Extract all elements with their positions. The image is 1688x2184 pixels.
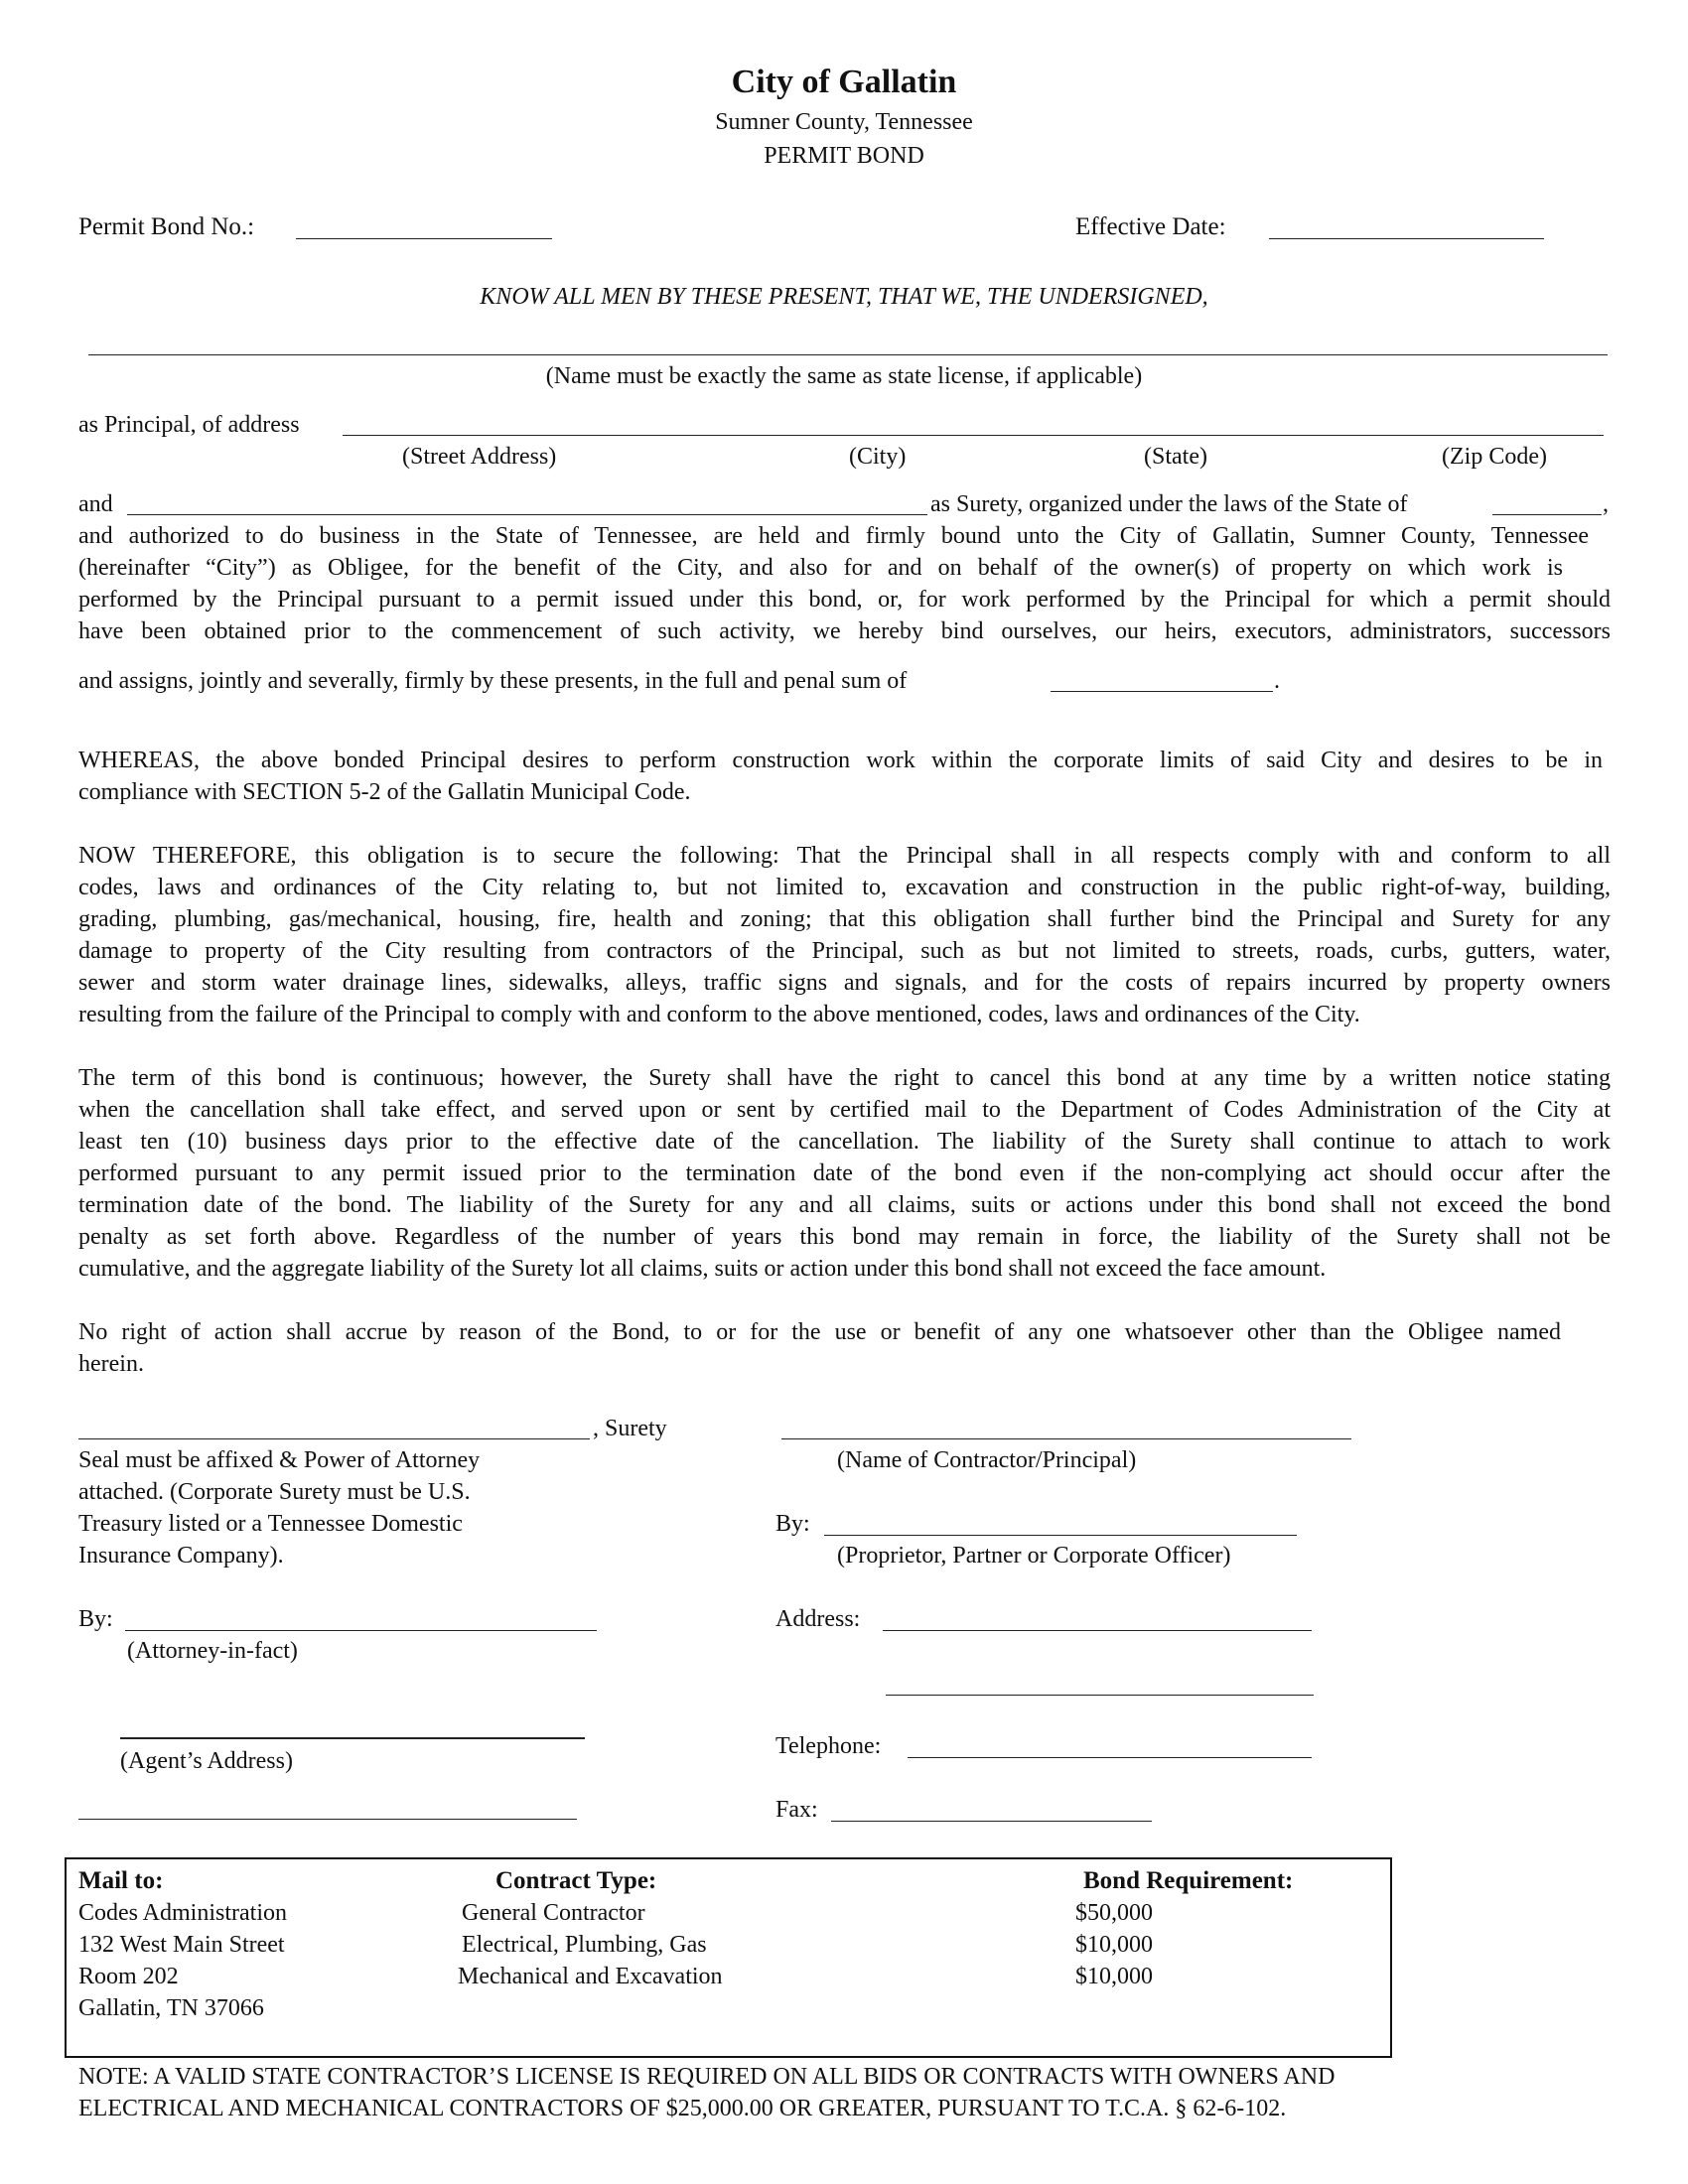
- surety-by-label: By:: [78, 1606, 113, 1632]
- city-caption: (City): [849, 444, 907, 470]
- attorney-signature-field[interactable]: [125, 1630, 597, 1631]
- state-caption: (State): [1144, 444, 1207, 470]
- principal-address-label: as Principal, of address: [78, 412, 300, 438]
- zip-caption: (Zip Code): [1442, 444, 1547, 470]
- now-therefore-line: NOW THEREFORE, this obligation is to secure the following: That the Principal shall in all respects comply with and conform to all: [78, 843, 1611, 869]
- surety-signature-field[interactable]: [78, 1438, 590, 1439]
- document-type: PERMIT BOND: [764, 143, 924, 169]
- mail-address-line: Room 202: [78, 1964, 179, 1989]
- surety-clause-line: and authorized to do business in the State of Tennessee, are held and firmly bound unto the City of Gallatin, Sumner County, Tennessee: [78, 523, 1589, 549]
- term-line: when the cancellation shall take effect, and served upon or sent by certified mail to the Department of Codes Administration of the City at: [78, 1097, 1611, 1123]
- surety-comma: ,: [1603, 491, 1609, 517]
- bond-amount: $10,000: [1075, 1932, 1153, 1958]
- contractor-by-label: By:: [775, 1511, 810, 1537]
- agent-address-field-2[interactable]: [78, 1819, 577, 1820]
- surety-name-field[interactable]: [127, 514, 927, 515]
- term-line: least ten (10) business days prior to the effective date of the cancellation. The liability of the Surety shall continue to attach to work: [78, 1129, 1611, 1155]
- now-therefore-line: sewer and storm water drainage lines, sidewalks, alleys, traffic signs and signals, and for the costs of repairs incurred by property owners: [78, 970, 1611, 996]
- mail-address-line: Codes Administration: [78, 1900, 287, 1926]
- contract-type-heading: Contract Type:: [495, 1867, 657, 1894]
- now-therefore-line: resulting from the failure of the Principal to comply with and conform to the above mentioned, codes, laws and ordinances of the City.: [78, 1002, 1360, 1027]
- license-note-line: NOTE: A VALID STATE CONTRACTOR’S LICENSE IS REQUIRED ON ALL BIDS OR CONTRACTS WITH OWNERS AND: [78, 2064, 1336, 2090]
- agent-address-field[interactable]: [120, 1737, 585, 1739]
- license-note-line: ELECTRICAL AND MECHANICAL CONTRACTORS OF $25,000.00 OR GREATER, PURSUANT TO T.C.A. § 62-6-102.: [78, 2096, 1287, 2121]
- seal-instruction: Seal must be affixed & Power of Attorney: [78, 1447, 481, 1473]
- whereas-line: compliance with SECTION 5-2 of the Gallatin Municipal Code.: [78, 779, 691, 805]
- penal-sum-period: .: [1274, 668, 1280, 694]
- surety-state-field[interactable]: [1492, 514, 1602, 515]
- bond-number-field[interactable]: [296, 238, 552, 239]
- now-therefore-line: grading, plumbing, gas/mechanical, housing, fire, health and zoning; that this obligation shall further bind the Principal and Surety for any: [78, 906, 1611, 932]
- whereas-line: WHEREAS, the above bonded Principal desires to perform construction work within the corporate limits of said City and desires to be in: [78, 748, 1603, 773]
- principal-name-caption: (Name must be exactly the same as state license, if applicable): [545, 363, 1143, 389]
- fax-label: Fax:: [775, 1797, 818, 1823]
- penal-sum-field[interactable]: [1051, 691, 1273, 692]
- seal-instruction: Insurance Company).: [78, 1543, 284, 1569]
- street-caption: (Street Address): [402, 444, 557, 470]
- telephone-field[interactable]: [908, 1757, 1312, 1758]
- agent-address-caption: (Agent’s Address): [120, 1748, 293, 1774]
- contractor-signature-field[interactable]: [824, 1535, 1297, 1536]
- surety-label: , Surety: [593, 1416, 667, 1441]
- mail-heading: Mail to:: [78, 1867, 164, 1894]
- surety-clause-line: (hereinafter “City”) as Obligee, for the benefit of the City, and also for and on behalf of the owner(s) of property on which work is: [78, 555, 1563, 581]
- county-subtitle: Sumner County, Tennessee: [715, 109, 973, 135]
- term-line: termination date of the bond. The liability of the Surety for any and all claims, suits or actions under this bond shall not exceed the bond: [78, 1192, 1611, 1218]
- now-therefore-line: codes, laws and ordinances of the City relating to, but not limited to, excavation and construction in the public right-of-way, building,: [78, 875, 1611, 900]
- surety-organized-text: as Surety, organized under the laws of the State of: [930, 491, 1408, 517]
- bond-amount: $10,000: [1075, 1964, 1153, 1989]
- officer-caption: (Proprietor, Partner or Corporate Officer): [837, 1543, 1231, 1569]
- attorney-caption: (Attorney-in-fact): [127, 1638, 298, 1664]
- term-line: cumulative, and the aggregate liability of the Surety lot all claims, suits or action under this bond shall not exceed the face amount.: [78, 1256, 1327, 1282]
- mail-address-line: 132 West Main Street: [78, 1932, 285, 1958]
- fax-field[interactable]: [831, 1821, 1152, 1822]
- effective-date-field[interactable]: [1269, 238, 1544, 239]
- now-therefore-line: damage to property of the City resulting from contractors of the Principal, such as but not limited to streets, roads, curbs, gutters, water,: [78, 938, 1611, 964]
- contractor-address-field-2[interactable]: [886, 1695, 1314, 1696]
- mail-address-line: Gallatin, TN 37066: [78, 1995, 264, 2021]
- contractor-address-field[interactable]: [883, 1630, 1312, 1631]
- bond-number-label: Permit Bond No.:: [78, 213, 255, 240]
- surety-clause-line: performed by the Principal pursuant to a permit issued under this bond, or, for work performed by the Principal for which a permit should: [78, 587, 1611, 613]
- term-line: The term of this bond is continuous; however, the Surety shall have the right to cancel this bond at any time by a written notice stating: [78, 1065, 1611, 1091]
- effective-date-label: Effective Date:: [1075, 213, 1226, 240]
- contract-type-item: Electrical, Plumbing, Gas: [462, 1932, 707, 1958]
- term-line: penalty as set forth above. Regardless of the number of years this bond may remain in force, the liability of the Surety shall not be: [78, 1224, 1611, 1250]
- seal-instruction: Treasury listed or a Tennessee Domestic: [78, 1511, 463, 1537]
- surety-clause-line: have been obtained prior to the commencement of such activity, we hereby bind ourselves, our heirs, executors, administrators, successors: [78, 618, 1611, 644]
- principal-address-field[interactable]: [343, 435, 1604, 436]
- bond-amount: $50,000: [1075, 1900, 1153, 1926]
- preamble: KNOW ALL MEN BY THESE PRESENT, THAT WE, THE UNDERSIGNED,: [480, 284, 1208, 310]
- address-label: Address:: [775, 1606, 861, 1632]
- contractor-caption: (Name of Contractor/Principal): [837, 1447, 1137, 1473]
- no-right-line: No right of action shall accrue by reason of the Bond, to or for the use or benefit of any one whatsoever other than the Obligee named: [78, 1319, 1561, 1345]
- penal-sum-text: and assigns, jointly and severally, firmly by these presents, in the full and penal sum of: [78, 668, 908, 694]
- contractor-name-field[interactable]: [781, 1438, 1351, 1439]
- and-label: and: [78, 491, 113, 517]
- contract-type-item: General Contractor: [462, 1900, 645, 1926]
- term-line: performed pursuant to any permit issued prior to the termination date of the bond even if the non-complying act should occur after the: [78, 1160, 1611, 1186]
- principal-name-field[interactable]: [88, 354, 1608, 355]
- bond-requirement-heading: Bond Requirement:: [1083, 1867, 1294, 1894]
- contract-type-item: Mechanical and Excavation: [458, 1964, 723, 1989]
- no-right-line: herein.: [78, 1351, 144, 1377]
- page-title: City of Gallatin: [731, 64, 957, 100]
- telephone-label: Telephone:: [775, 1733, 882, 1759]
- seal-instruction: attached. (Corporate Surety must be U.S.: [78, 1479, 471, 1505]
